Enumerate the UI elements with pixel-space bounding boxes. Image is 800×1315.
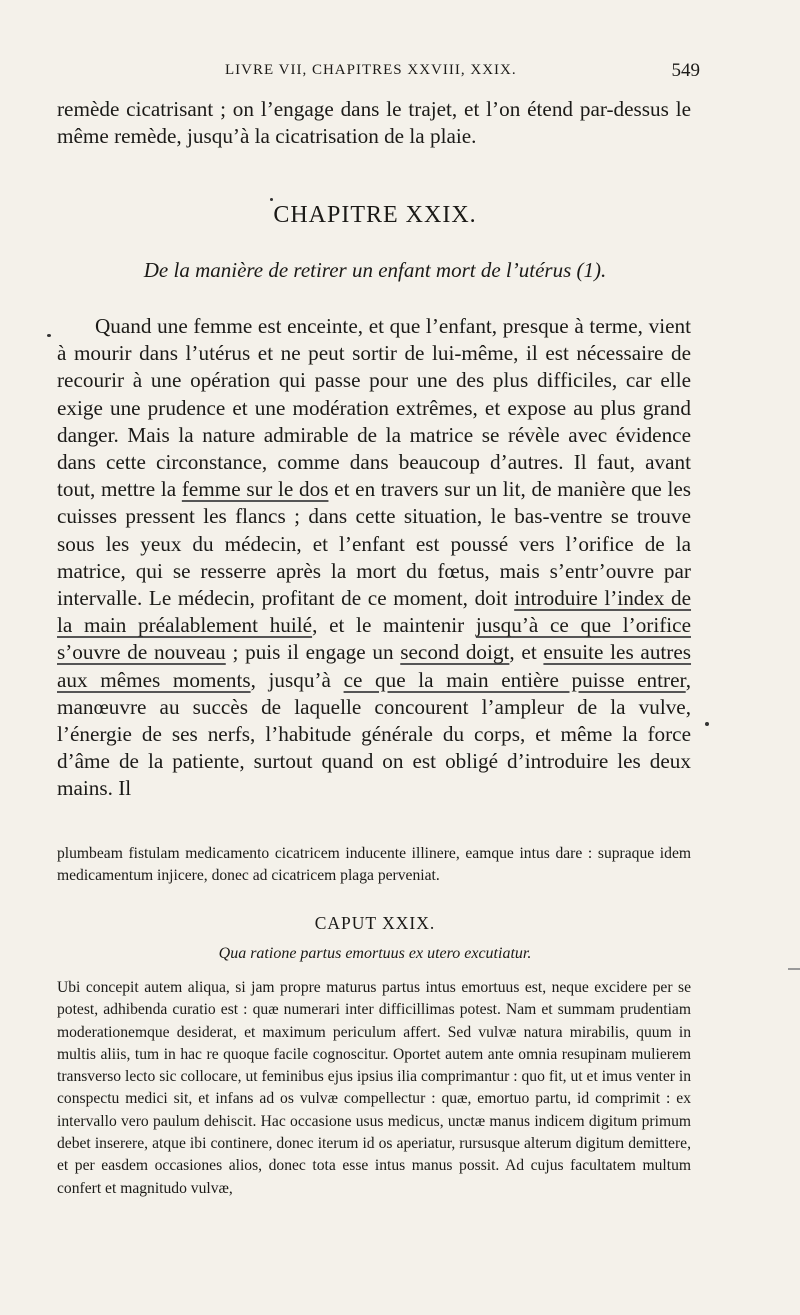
underlined-phrase: introduire l’index de la main préalablement huilé [57, 586, 692, 638]
caput-title: CAPUT XXIX. [314, 913, 436, 933]
latin-footnote: plumbeam fistulam medicamento cicatricem inducente illinere, eamque intus dare : supraque idem medicamentum injicere, donec ad cicatricem plaga perveniat. [57, 845, 691, 884]
underlined-phrase: ce que la main entière puisse entrer [343, 667, 686, 692]
page-edge-mark [788, 968, 800, 970]
latin-body: Ubi concepit autem aliqua, si jam propre maturus partus intus emortuus est, neque excidere per se potest, adhibenda curatio est : quæ numerari inter difficillimas potest. Nam et summam prudentiam moderationemque desiderat, et maximum periculum affert. Sed vulvæ natura mirabilis, quum in multis aliis, tum in hac re quoque facile cognoscitur. Oportet autem ante omnia resupinam mulierem transverso lecto sic collocare, ut feminibus ejus ipsius ilia comprimantur : quo fit, ut et imus venter in conspectu medici sit, et infans ad os vulvæ compellectur : quæ, emortuo partu, id comprimit : ex intervallo vero paulum dehiscit. Hac occasione usus medicus, unctæ manus indicem digitum primum debet inserere, atque ibi continere, donec iterum id os aperiatur, rursusque alterum digitum demittere, et per easdem occasiones alios, donec tota esse intus manus possit. Ad cujus facultatem multum confert et magnitudo vulvæ, [57, 979, 691, 1197]
underlined-phrase: ensuite les autres aux mêmes moments [57, 640, 692, 692]
body-text: , manœuvre au succès de laquelle concourent l’ampleur de la vulve, l’énergie de ses nerfs, l’habitude générale du corps, et même la force d’âme de la patiente, surtout quand on est obligé d’introduire les deux mains. Il [57, 667, 691, 801]
chapter-subtitle: De la manière de retirer un enfant mort de l’utérus (1). [143, 258, 607, 282]
body-text: Quand une femme est enceinte, et que l’enfant, presque à terme, vient à mourir dans l’utérus et ne peut sortir de lui-même, il est nécessaire de recourir à une opération qui passe pour une des plus difficiles, car elle exige une prudence et une modération extrêmes, et expose au plus grand danger. Mais la nature admirable de la matrice se révèle avec évidence dans cette circonstance, comme dans beaucoup d’autres. Il faut, avant tout, mettre la [57, 314, 691, 502]
caput-subtitle: Qua ratione partus emortuus ex utero excutiatur. [218, 945, 532, 962]
body-text: , et le maintenir [312, 613, 476, 638]
underlined-phrase: second doigt [400, 640, 510, 665]
running-head: LIVRE VII, CHAPITRES XXVIII, XXIX. [225, 62, 517, 78]
chapter-body [57, 313, 691, 803]
body-text: , et [509, 640, 544, 665]
page-number: 549 [671, 60, 700, 81]
ink-speck [47, 334, 51, 337]
underlined-phrase: jusqu’à ce que l’orifice s’ouvre de nouveau [57, 613, 691, 665]
ink-speck [270, 198, 273, 201]
chapter-title: CHAPITRE XXIX. [273, 202, 477, 228]
underlined-phrase: femme sur le dos [181, 477, 329, 502]
body-text: ; puis il engage un [225, 640, 401, 665]
continuation-text: remède cicatrisant ; on l’engage dans le trajet, et l’on étend par-dessus le même remède, jusqu’à la cicatrisation de la plaie. [57, 97, 691, 149]
body-text: , jusqu’à [250, 667, 344, 692]
body-text: et en travers sur un lit, de manière que les cuisses pressent les flancs ; dans cette situation, le bas-ventre se trouve sous les yeux du médecin, et l’enfant est poussé vers l’orifice de la matrice, qui se resserre après la mort du fœtus, mais s’entr’ouvre par intervalle. Le médecin, profitant de ce moment, doit [57, 477, 691, 611]
ink-speck [705, 722, 709, 726]
